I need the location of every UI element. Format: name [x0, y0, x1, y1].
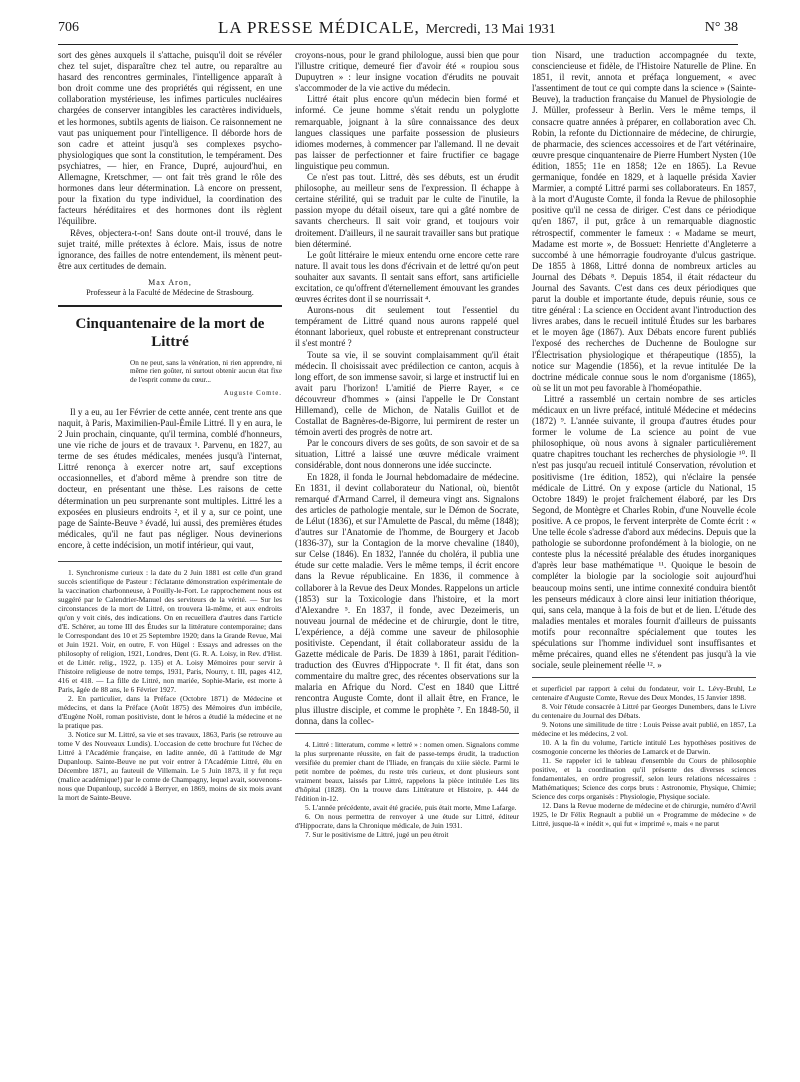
paragraph: Toute sa vie, il se souvint complaisamment qu'il était médecin. Il choisissait avec prédilection ce canton, acquis à long effort, de son immense savoir, si large et instructif lui en avait paru l'horizon! L'amitié de Pierre Rayer, « ce découvreur d'hommes » (ainsi l'appelle le Dr Constant Hillemand), celle de Michon, de Natalis Guillot et de Costallat de Bagnères-de-Bigorre, lui permirent de rester un témoin averti des progrès de notre art.: [295, 349, 519, 438]
footnote: 1. Synchronisme curieux : la date du 2 Juin 1881 est celle d'un grand succès scientifique de Pasteur : l'éclatante démonstration expérimentale de la vaccination charbonneuse, à Pouilly-le-Fort. Le rapprochement nous est suggéré par le Calendrier-Manuel des serviteurs de la vérité. — Sur les circonstances de la mort de Littré, on trouvera là-même, et aux endroits qu'on y voit cités, des indications. On en recueillera d'autres dans l'article d'E. Schérer, au tome III des Études sur la littérature contemporaine; dans le Correspondant des 10 et 25 Septembre 1920; dans la Grande Revue, Mai et Juin 1921. Voir, en outre, F. von Hügel : Essays and adresses on the philosophy of religion, 1921, Londres, Dent (G. R. A. Loisy, in Rev. d'Hist. et de Littér. relig., 1922, p. 135) et A. Loisy Mémoires pour servir à l'histoire religieuse de notre temps, 1931, Paris, Nourry, t. III, pages 412, 416 et 418. — La fille de Littré, non mariée, Sophie-Marie, est morte à Paris, âgée de 88 ans, le 6 Février 1927.: [58, 567, 282, 694]
page-header: [58, 18, 738, 40]
article-title: Cinquantenaire de la mort de Littré: [75, 315, 265, 350]
section-divider: [58, 305, 282, 307]
paragraph: tion Nisard, une traduction accompagnée du texte, consciencieuse et fidèle, de l'Histoire Naturelle de Pline. En 1851, il revit, annota et préfaça longuement, « avec l'assentiment de tout ce qui compte dans la science » (Sainte-Beuve), la traduction française du Manuel de Physiologie de J. Müller, professeur à Berlin. Vers le même temps, il consacre quatre années à préparer, en collaboration avec Ch. Robin, la refonte du Dictionnaire de médecine, de chirurgie, de pharmacie, des sciences accessoires et de l'art vétérinaire, œuvre presque cinquantenaire de Pierre Humbert Nysten (10e édition, 1855; 11e en 1858; 12e en 1865). La Revue germanique, fondée en 1829, et à laquelle présida Xavier Marmier, a compté Littré parmi ses collaborateurs. En 1857, à la mort d'Auguste Comte, il fonda la Revue de philosophie positive qu'il ne cessa de diriger. C'est dans ce périodique qu'en 1867, il put, grâce à un remarquable diagnostic rétrospectif, commenter le fameux : « Madame se meurt, Madame est morte », de Bossuet: Henriette d'Angleterre a succombé à une hémorragie foudroyante d'ulcus gastrique. De 1855 à 1868, Littré donna de nombreux articles au Journal des Débats ⁸. Depuis 1854, il était rédacteur du Journal des Savants. C'est dans ces deux périodiques que parut la double et importante étude, depuis réunie, sous ce titre général : La science en Occident avant l'introduction des livres arabes, dans le recueil intitulé Études sur les barbares et le moyen âge (1867). Aux Débats encore furent publiés l'exposé des recherches de Duchenne de Boulogne sur l'Électrisation physiologique et thérapeutique (1855), la notice sur Magendie (1856), et la revue intitulée De la doctrine médicale connue sous le nom d'organisme (1865), où se lit un mot peu favorable à l'homéopathie.: [532, 50, 756, 393]
paragraph: Le goût littéraire le mieux entendu orne encore cette rare nature. Il avait tous les dons d'écrivain et de lettré qu'on peut souhaiter aux savants. Il sentait sans effort, sans artificielle excitation, ce qu'offrent d'éternellement émouvant les grandes œuvres écrites dont il se nourrissait ⁴.: [295, 249, 519, 305]
signature-name: Max Aron,: [148, 277, 192, 287]
footnotes: [295, 740, 519, 839]
footnote-rule: [295, 733, 519, 734]
footnote: 12. Dans la Revue moderne de médecine et de chirurgie, numéro d'Avril 1925, le Dr Félix Regnault a publié un « Programme de médecine » de Littré, jusque-là « inédit », qui fut « imprimé », mais « ne parut: [532, 801, 756, 829]
footnote: 6. On nous permettra de renvoyer à une étude sur Littré, éditeur d'Hippocrate, dans la Chronique médicale, de Juin 1931.: [295, 811, 519, 830]
issue-number: N° 38: [704, 20, 738, 35]
footnote: 8. Voir l'étude consacrée à Littré par Georges Dunembers, dans le Livre du centenaire du Journal des Débats.: [532, 702, 756, 721]
footnote: 4. Littré : litteratum, comme « lettré » : nomen omen. Signalons comme la plus surprenante réussite, en fait de passe-temps érudit, la traduction versifiée du premier chant de l'Iliade, en français du xiiie siècle. Parmi le petit nombre de poèmes, du reste très curieux, et dont plusieurs sont vraiment beaux, laissés par Littré, rappelons la pièce intitulée Les lits d'hôpital (1828). On la trouve dans Littérature et Histoire, p. 444 de l'édition in-12.: [295, 739, 519, 803]
column-left: [58, 50, 282, 802]
header-rule: [58, 44, 738, 45]
epigraph: On ne peut, sans la vénération, ni rien apprendre, ni même rien goûter, ni surtout obtenir aucun état fixe de l'esprit comme du cœur...: [130, 358, 282, 385]
footnote: 2. En particulier, dans la Préface (Octobre 1871) de Médecine et médecins, et dans la Préface (Août 1875) des Mémoires d'un imbécile, d'Eugène Noël, roman positiviste, dont le héros a étudié la médecine et ne la pratique pas.: [58, 693, 282, 730]
column-right: [532, 50, 756, 828]
page-number: 706: [58, 20, 79, 35]
paragraph: Aurons-nous dit seulement tout l'essentiel du tempérament de Littré quand nous aurons rappelé quel étonnant laborieux, quel robuste et entreprenant constructeur il s'est montré ?: [295, 305, 519, 349]
footnote: et superficiel par rapport à celui du fondateur, voir L. Lévy-Bruhl, Le centenaire d'Auguste Comte, Revue des Deux Mondes, 15 Janvier 1898.: [532, 684, 756, 703]
paragraph: Par le concours divers de ses goûts, de son savoir et de sa situation, Littré a laissé une œuvre médicale vraiment considérable, dont nous donnerons une idée succincte.: [295, 438, 519, 471]
footnote-rule: [58, 561, 282, 562]
paragraph: Rêves, objectera-t-on! Sans doute ont-il trouvé, dans le sujet traité, mille prétextes à éclore. Mais, issus de notre ignorance, des failles de notre entendement, ils mènent peut-être aux certitudes de demain.: [58, 227, 282, 271]
journal-title: [218, 18, 556, 38]
signature-affiliation: Professeur à la Faculté de Médecine de Strasbourg.: [86, 287, 254, 297]
footnote: 9. Notons une similitude de titre : Louis Peisse avait publié, en 1857, La médecine et les médecins, 2 vol.: [532, 720, 756, 739]
paragraph: Littré a rassemblé un certain nombre de ses articles médicaux en un livre préfacé, intitulé Médecine et médecins (1872) ⁹. L'année suivante, il groupa d'autres études pour former le volume de La science au point de vue philosophique, où nous avons à signaler particulièrement quatre chapitres touchant les recherches de physiologie ¹⁰. Il n'est pas jusqu'au recueil intitulé Conservation, révolution et positivisme (1re édition, 1852), qui n'éclaire la pensée médicale de Littré. On y expose (article du National, 15 Octobre 1849) le projet fraîchement élaboré, par les Drs Segond, de Montègre et Charles Robin, d'une Nouvelle école positive. A ce propos, le fervent interprète de Comte écrit : « Une telle école s'adresse d'abord aux médecins. Depuis que la pathologie se subordonne profondément à la biologie, on ne conteste plus la nécessité préalable des études inorganiques d'après leur base mathématique ¹¹. Quoique le besoin de compléter la biologie par la sociologie soit aujourd'hui beaucoup moins senti, une intime connexité conduira bientôt les penseurs médicaux à clore ainsi leur initiation théorique, qui, sans cela, manque à la fois de but et de lien. L'étude des maladies mentales et morales fournit d'ailleurs de puissants motifs pour reconnaître spécialement que toutes les spéculations sur l'homme individuel sont insuffisantes et même précaires, quand elles ne s'étendent pas jusqu'à la vie sociale, seule pleinement réelle ¹². »: [532, 393, 756, 671]
column-middle: [295, 50, 519, 839]
journal-name: LA PRESSE MÉDICALE,: [218, 18, 420, 37]
footnote: 10. A la fin du volume, l'article intitulé Les hypothèses positives de cosmogonie concerne les théories de Lamarck et de Darwin.: [532, 738, 756, 757]
paragraph: Littré était plus encore qu'un médecin bien formé et informé. Ce jeune homme s'était rendu un polyglotte remarquable, joignant à la sûre connaissance des deux langues classiques une parfaite possession de plusieurs idiomes modernes, à commencer par l'allemand. Il ne devait pas laisser de perfectionner et faire fructifier ce bagage linguistique peu commun.: [295, 94, 519, 171]
footnote: 5. L'année précédente, avait été graciée, puis était morte, Mme Lafarge.: [305, 802, 517, 812]
signature: [58, 278, 282, 298]
issue-date: Mercredi, 13 Mai 1931: [425, 22, 556, 37]
paragraph: sort des gènes auxquels il s'attache, puisqu'il doit se révéler chez tel sujet, disparaître chez tel autre, ou reparaître au hasard des rencontres germinales, l'intelligence apparaît à bon droit comme une des propriétés qui régissent, en une collaboration mystérieuse, les infimes particules nucléaires chargées de conserver intangibles les caractères individuels, et les hormones, subtils agents de liaison. Ce raisonnement ne vaut pas uniquement pour l'intelligence. Il déborde hors de son cadre et atteint jusqu'à ses complexes psycho-physiologiques que sont la constitution, le tempérament. Des psychiatres, — hier, en France, Dupré, aujourd'hui, en Allemagne, Kretschmer, — ont fait très grand le rôle des hormones dans leur détermination. Là encore on pressent, pour la fixation du type individuel, la coordination des facteurs héréditaires et des hormones dont ils règlent l'équilibre.: [58, 50, 282, 227]
paragraph: En 1828, il fonda le Journal hebdomadaire de médecine. En 1831, il devint collaborateur du National, où, bientôt remarqué d'Armand Carrel, il demeura vingt ans. Signalons des articles de pathologie mentale, sur le Démon de Socrate, de Lélut (1836), et sur l'Amulette de Pascal, du même (1848); d'autres sur l'Anatomie de l'homme, de Bourgery et Jacob (1836-37), sur la Contagion de la morve chevaline (1840), sur Celse (1846). En 1832, l'année du choléra, il publia une étude sur cette maladie. Vers le même temps, il écrit encore dans la Revue républicaine. En 1836, il commence à collaborer à la Revue des Deux Mondes. Rappelons un article (1853) sur la Toxicologie dans l'histoire, et la mort d'Alexandre ⁵. En 1837, il fonde, avec Dezeimeris, un nouveau journal de médecine et de chirurgie, dont le titre, L'expérience, a déjà comme une saveur de philosophie positiviste. Cependant, il était collaborateur assidu de la Gazette médicale de Paris. De 1839 à 1861, parait l'édition-traduction des Œuvres d'Hippocrate ⁶. Il fit état, dans son commentaire du maître grec, des récentes observations sur la malaria en Afrique du Nord. C'est en 1840 que Littré rencontra Auguste Comte, dont il allait être, en France, le plus illustre disciple, et comme le prophète ⁷. En 1848-50, il donna, dans la collec-: [295, 471, 519, 726]
footnote: 7. Sur le positivisme de Littré, jugé un peu étroit: [305, 829, 449, 839]
footnote: 11. Se rappeler ici le tableau d'ensemble du Cours de philosophie positive, et la coordination qu'il présente des diverses sciences fondamentales, en ordre progressif, selon leurs relations nécessaires : Mathématiques; Science des corps bruts : Astronomie, Physique, Chimie; Science des corps organisés : Physiologie, Physique sociale.: [532, 756, 756, 802]
footnote: 3. Notice sur M. Littré, sa vie et ses travaux, 1863, Paris (se retrouve au tome V des Nouveaux Lundis). L'occasion de cette brochure fut l'échec de Littré à l'Académie française, en ladite année, dû à l'attitude de Mgr Dupanloup. Sainte-Beuve ne put voir entrer à l'Académie Littré, élu en Décembre 1871, au fauteuil de Villemain. Le 5 Juin 1873, il y fut reçu (malice académique!) par le comte de Champagny, lequel avait, souvenons-nous que Dupanloup, succédé à Berryer, en 1869, moins de six mois avant la mort de Sainte-Beuve.: [58, 729, 282, 802]
epigraph-author: Auguste Comte.: [223, 389, 282, 397]
footnotes: [532, 684, 756, 828]
footnotes: [58, 568, 282, 802]
paragraph: Ce n'est pas tout. Littré, dès ses débuts, est un érudit philosophe, au meilleur sens de l'expression. Il échappe à certaine stérilité, qui se traduit par le culte de l'inutile, la passion myope du détail oiseux, tare qui a gâté nombre de savants chercheurs. Il sait voir grand, et toujours voir droitement. D'ailleurs, il ne saurait travailler sans but pratique bien déterminé.: [295, 172, 519, 249]
paragraph: Il y a eu, au 1er Février de cette année, cent trente ans que naquit, à Paris, Maximilien-Paul-Émile Littré. Il y en aura, le 2 Juin prochain, cinquante, qu'il termina, comblé d'honneurs, une vie riche de jours et de travaux ¹. Parvenu, en 1827, au terme de ses études médicales, menées jusqu'à l'internat, Littré renonça à exercer notre art, sauf exceptions occasionnelles, et d'abord même à prendre son titre de docteur, en présentant une thèse. Les raisons de cette détermination un peu surprenante sont multiples. Littré les a exposées en plusieurs endroits ², et il y a, sur ce point, une page de Sainte-Beuve ³ évadé, lui aussi, des premières études médicales, qu'il ne faut pas négliger. Nous devinerions encore, à cette indécision, un motif intérieur, qui vaut,: [58, 406, 282, 550]
paragraph: croyons-nous, pour le grand philologue, aussi bien que pour l'illustre critique, demeuré fier d'avoir été « roupiou sous Dupuytren » : leur insigne vocation d'érudits ne pouvait s'accommoder de la vie active du médecin.: [295, 50, 519, 94]
footnote-rule: [532, 677, 756, 678]
